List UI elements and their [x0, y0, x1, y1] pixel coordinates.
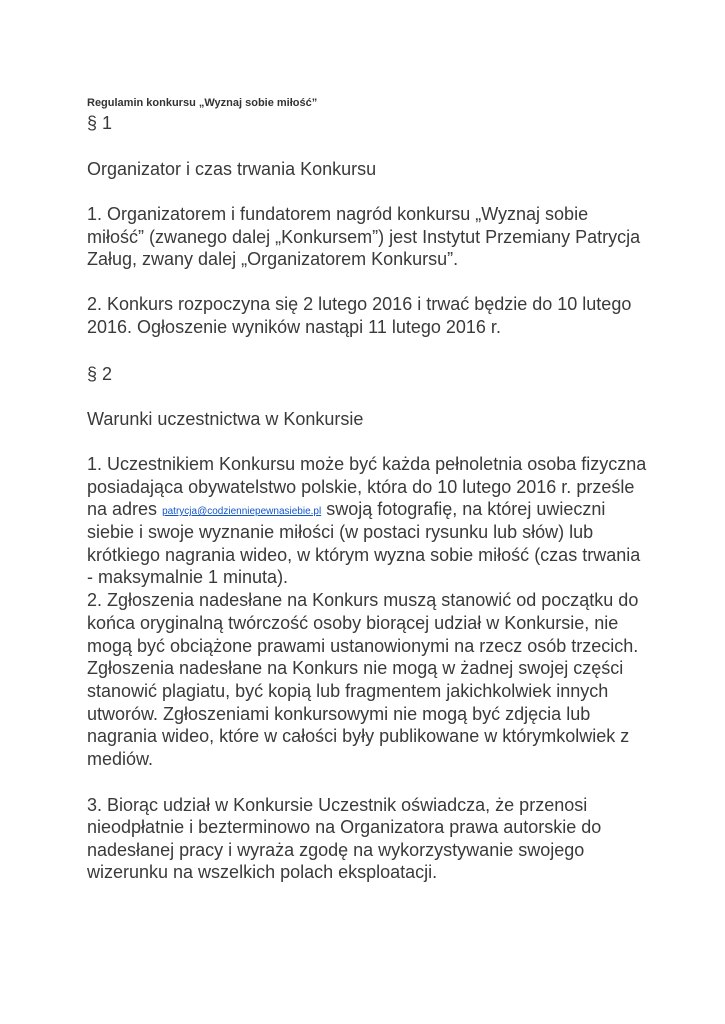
text-line: 1. Uczestnikiem Konkursu może być każda pełnoletnia osoba fizyczna	[87, 454, 647, 474]
text-line: posiadająca obywatelstwo polskie, która do 10 lutego 2016 r. prześle	[87, 477, 635, 497]
text-line: mediów.	[87, 749, 154, 769]
text-line: siebie i swoje wyznanie miłości (w postaci rysunku lub słów) lub	[87, 522, 594, 542]
text-line: 2. Zgłoszenia nadesłane na Konkurs muszą stanowić od początku do	[87, 590, 639, 610]
text-line: stanowić plagiatu, być kopią lub fragmentem jakichkolwiek innych	[87, 681, 609, 701]
email-link[interactable]: patrycja@codzienniepewnasiebie.pl	[162, 506, 322, 517]
text-line: krótkiego nagrania wideo, w którym wyzna sobie miłość (czas trwania	[87, 545, 641, 565]
document-title: Regulamin konkursu „Wyznaj sobie miłość”	[87, 97, 318, 109]
text-line: końca oryginalną twórczość osoby biorącej udział w Konkursie, nie	[87, 613, 619, 633]
section-1-sign: § 1	[87, 113, 113, 133]
section-2-sign: § 2	[87, 364, 113, 384]
text-line: nieodpłatnie i bezterminowo na Organizatora prawa autorskie do	[87, 817, 602, 837]
text-line: mogą być obciążone prawami ustanowionymi na rzecz osób trzecich.	[87, 636, 639, 656]
text-fragment: na adres	[87, 499, 163, 519]
text-line: 3. Biorąc udział w Konkursie Uczestnik oświadcza, że przenosi	[87, 795, 588, 815]
text-line: Załug, zwany dalej „Organizatorem Konkursu”.	[87, 249, 459, 269]
text-line: 2016. Ogłoszenie wyników nastąpi 11 lutego 2016 r.	[87, 317, 501, 337]
text-line: wizerunku na wszelkich polach eksploatacji.	[87, 862, 438, 882]
text-line: miłość” (zwanego dalej „Konkursem”) jest Instytut Przemiany Patrycja	[87, 227, 641, 247]
text-line: nagrania wideo, które w całości były publikowane w którymkolwiek z	[87, 726, 630, 746]
text-line: 2. Konkurs rozpoczyna się 2 lutego 2016 i trwać będzie do 10 lutego	[87, 294, 632, 314]
section-1-heading: Organizator i czas trwania Konkursu	[87, 159, 377, 179]
text-line: 1. Organizatorem i fundatorem nagród konkursu „Wyznaj sobie	[87, 204, 589, 224]
text-line-with-email	[87, 498, 605, 524]
text-line: nadesłanej pracy i wyraża zgodę na wykorzystywanie swojego	[87, 840, 585, 860]
text-line: - maksymalnie 1 minuta).	[87, 567, 289, 587]
text-fragment: swoją fotografię, na której uwieczni	[321, 499, 606, 519]
section-2-heading: Warunki uczestnictwa w Konkursie	[87, 409, 364, 429]
text-line: utworów. Zgłoszeniami konkursowymi nie mogą być zdjęcia lub	[87, 704, 591, 724]
text-line: Zgłoszenia nadesłane na Konkurs nie mogą w żadnej swojej części	[87, 658, 624, 678]
